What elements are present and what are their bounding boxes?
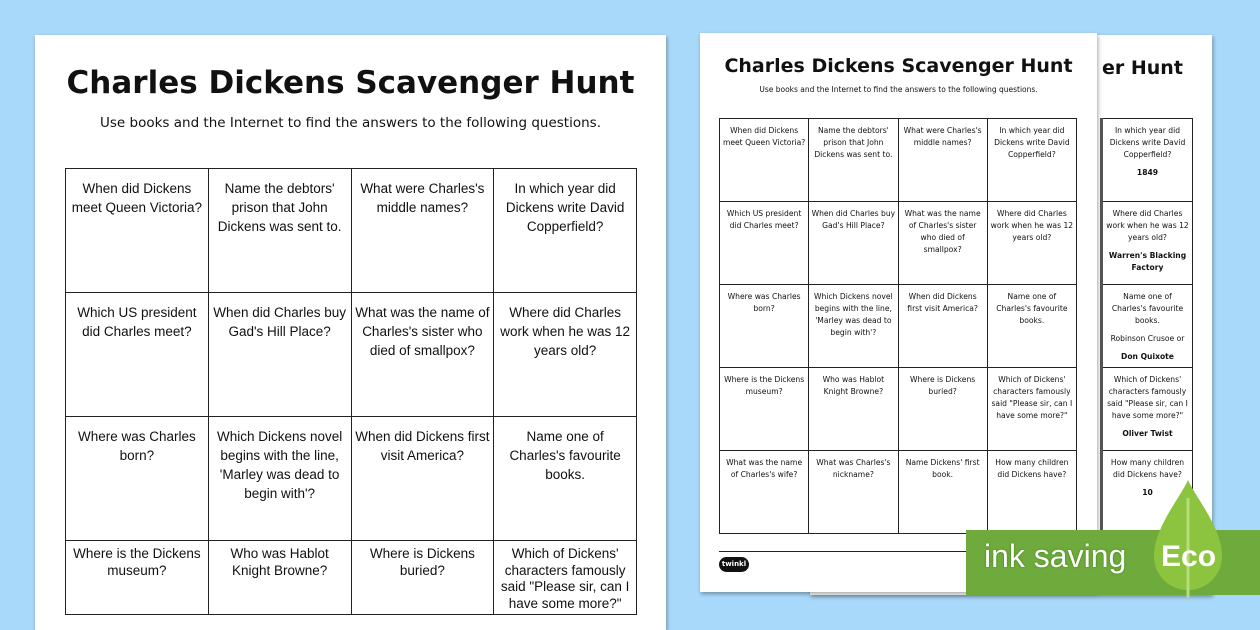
answer-text: Don Quixote xyxy=(1121,352,1174,361)
question-cell: In which year did Dickens write David Copperfield? xyxy=(987,119,1076,202)
grid-row xyxy=(720,285,1077,368)
question-cell: When did Charles buy Gad's Hill Place? xyxy=(208,293,351,417)
answer-row xyxy=(1102,285,1193,368)
question-cell: Which of Dickens' characters famously said "Please sir, can I have some more?" xyxy=(987,368,1076,451)
answer-sheet-title: er Hunt xyxy=(1102,57,1183,79)
eco-label: Eco xyxy=(1161,540,1217,573)
question-cell: Where is Dickens buried? xyxy=(351,541,494,615)
answer-cell xyxy=(1102,119,1193,202)
question-cell: Which Dickens novel begins with the line, 'Marley was dead to begin with'? xyxy=(809,285,898,368)
answer-question: In which year did Dickens write David Copperfield? xyxy=(1109,126,1186,159)
grid-row xyxy=(720,368,1077,451)
question-cell: Name one of Charles's favourite books. xyxy=(987,285,1076,368)
grid-row xyxy=(66,169,637,293)
answer-text: 1849 xyxy=(1136,168,1159,177)
question-cell: Which US president did Charles meet? xyxy=(720,202,809,285)
question-cell: When did Dickens meet Queen Victoria? xyxy=(720,119,809,202)
question-cell: What were Charles's middle names? xyxy=(898,119,987,202)
answer-text: Warren's Blacking Factory xyxy=(1108,251,1187,272)
grid-row xyxy=(720,451,1077,534)
question-grid xyxy=(65,168,637,615)
question-cell: Name Dickens' first book. xyxy=(898,451,987,534)
question-cell: What was the name of Charles's wife? xyxy=(720,451,809,534)
question-cell: Where is the Dickens museum? xyxy=(66,541,209,615)
question-cell: Who was Hablot Knight Browne? xyxy=(208,541,351,615)
twinkl-logo: twinkl xyxy=(719,557,749,572)
answer-table xyxy=(1100,118,1193,534)
question-cell: Where is the Dickens museum? xyxy=(720,368,809,451)
question-cell: How many children did Dickens have? xyxy=(987,451,1076,534)
question-cell: Which US president did Charles meet? xyxy=(66,293,209,417)
answer-row xyxy=(1102,202,1193,285)
grid-row xyxy=(66,293,637,417)
question-cell: Which of Dickens' characters famously said "Please sir, can I have some more?" xyxy=(494,541,637,615)
answer-alt: Robinson Crusoe or xyxy=(1110,334,1185,343)
answer-text: 10 xyxy=(1142,488,1153,497)
question-cell: Name one of Charles's favourite books. xyxy=(494,417,637,541)
question-cell: What was Charles's nickname? xyxy=(809,451,898,534)
question-grid xyxy=(719,118,1077,534)
question-cell: What was the name of Charles's sister who died of smallpox? xyxy=(351,293,494,417)
grid-row xyxy=(720,119,1077,202)
grid-row xyxy=(720,202,1077,285)
question-cell: Name the debtors' prison that John Dickens was sent to. xyxy=(809,119,898,202)
answer-question: How many children did Dickens have? xyxy=(1110,458,1185,479)
question-cell: What were Charles's middle names? xyxy=(351,169,494,293)
question-cell: When did Dickens first visit America? xyxy=(898,285,987,368)
answer-text: Oliver Twist xyxy=(1122,429,1173,438)
answer-cell xyxy=(1102,285,1193,368)
question-cell: When did Dickens meet Queen Victoria? xyxy=(66,169,209,293)
worksheet-page-small xyxy=(700,33,1097,592)
question-cell: Name the debtors' prison that John Dickens was sent to. xyxy=(208,169,351,293)
leaf-icon xyxy=(1150,478,1226,598)
worksheet-title: Charles Dickens Scavenger Hunt xyxy=(724,55,1073,77)
answer-cell xyxy=(1102,202,1193,285)
answer-row xyxy=(1102,368,1193,451)
answer-question: Which of Dickens' characters famously said "Please sir, can I have some more?" xyxy=(1107,375,1188,420)
answer-row xyxy=(1102,119,1193,202)
question-cell: Where was Charles born? xyxy=(66,417,209,541)
worksheet-subtitle: Use books and the Internet to find the answers to the following questions. xyxy=(759,85,1038,94)
answer-question: Where did Charles work when he was 12 years old? xyxy=(1106,209,1189,242)
ink-saving-label: ink saving xyxy=(984,538,1127,574)
question-cell: When did Dickens first visit America? xyxy=(351,417,494,541)
question-cell: Where is Dickens buried? xyxy=(898,368,987,451)
question-cell: Who was Hablot Knight Browne? xyxy=(809,368,898,451)
worksheet-subtitle: Use books and the Internet to find the answers to the following questions. xyxy=(100,115,601,131)
question-cell: Where did Charles work when he was 12 years old? xyxy=(494,293,637,417)
question-cell: Where was Charles born? xyxy=(720,285,809,368)
answer-cell xyxy=(1102,368,1193,451)
grid-row xyxy=(66,541,637,615)
question-cell: Which Dickens novel begins with the line, 'Marley was dead to begin with'? xyxy=(208,417,351,541)
answer-question: Name one of Charles's favourite books. xyxy=(1111,292,1184,325)
question-cell: When did Charles buy Gad's Hill Place? xyxy=(809,202,898,285)
question-cell: What was the name of Charles's sister who died of smallpox? xyxy=(898,202,987,285)
worksheet-page-large xyxy=(35,35,666,630)
question-cell: Where did Charles work when he was 12 years old? xyxy=(987,202,1076,285)
question-cell: In which year did Dickens write David Copperfield? xyxy=(494,169,637,293)
grid-row xyxy=(66,417,637,541)
worksheet-title: Charles Dickens Scavenger Hunt xyxy=(66,65,635,101)
